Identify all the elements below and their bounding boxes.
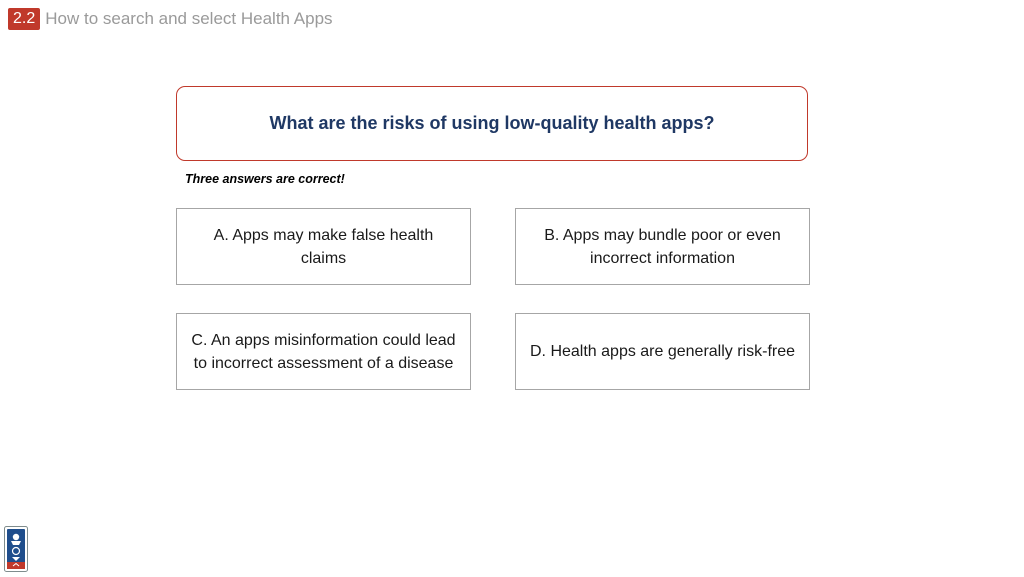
section-number-badge: 2.2 xyxy=(8,8,40,30)
shield-logo-icon xyxy=(4,526,28,572)
question-box xyxy=(176,86,808,161)
question-text: What are the risks of using low-quality health apps? xyxy=(269,113,715,133)
answer-option-a[interactable]: A. Apps may make false health claims xyxy=(176,208,471,285)
answer-option-c[interactable]: C. An apps misinformation could lead to incorrect assessment of a disease xyxy=(176,313,471,390)
answer-option-d[interactable]: D. Health apps are generally risk-free xyxy=(515,313,810,390)
section-title: How to search and select Health Apps xyxy=(45,9,333,28)
answer-hint: Three answers are correct! xyxy=(185,172,345,186)
answer-option-b[interactable]: B. Apps may bundle poor or even incorrect information xyxy=(515,208,810,285)
slide-header xyxy=(8,7,333,31)
